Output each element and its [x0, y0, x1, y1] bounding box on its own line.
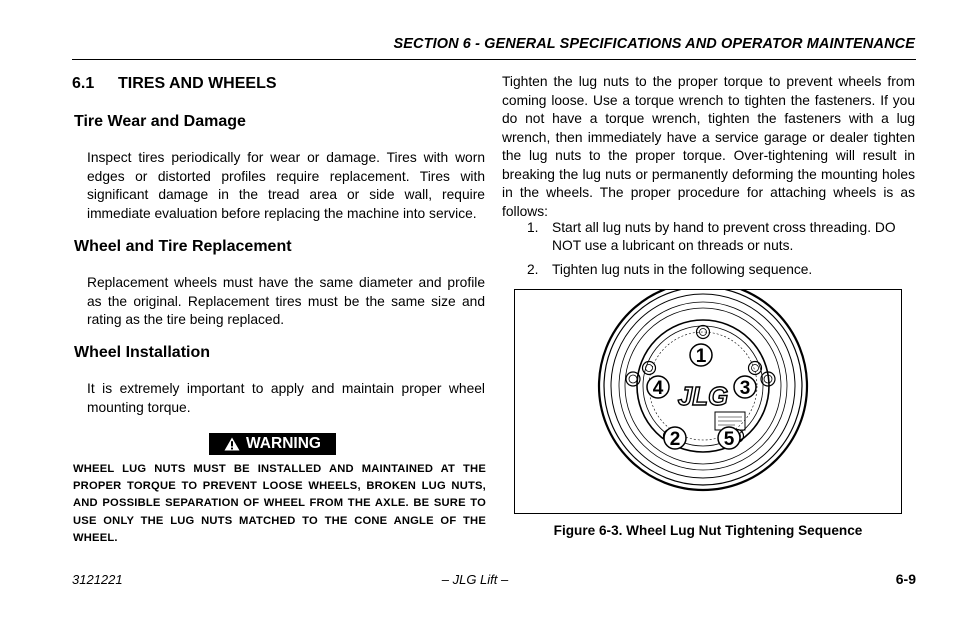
paragraph-replacement: Replacement wheels must have the same diameter and profile as the original. Replacement tires must be the same size and rating as the tire being replaced. — [87, 275, 485, 327]
section-number: 6.1 — [72, 75, 95, 92]
warning-triangle-icon — [224, 437, 240, 451]
heading-wheel-tire-replacement: Wheel and Tire Replacement — [74, 238, 292, 255]
section-title-text: TIRES AND WHEELS — [118, 75, 277, 92]
sequence-label-1: 1 — [695, 346, 707, 367]
list-item-step-1 — [527, 219, 915, 255]
step-number: 2. — [527, 262, 539, 277]
footer-center-title: – JLG Lift – — [441, 572, 509, 587]
warning-label: WARNING — [246, 435, 321, 452]
section-title — [72, 75, 277, 93]
sequence-label-3: 3 — [739, 378, 751, 399]
jlg-logo: JLG — [677, 381, 729, 411]
paragraph-tire-wear: Inspect tires periodically for wear or damage. Tires with worn edges or distorted profiles require replacement. Tires with significant damage in the tread area or side wall, require immediate evaluation before replacing the machine into service. — [87, 150, 485, 221]
sequence-label-4: 4 — [652, 378, 664, 399]
warning-text: WHEEL LUG NUTS MUST BE INSTALLED AND MAINTAINED AT THE PROPER TORQUE TO PREVENT LOOSE WHEELS, BROKEN LUG NUTS, AND POSSIBLE SEPARATION OF WHEEL FROM THE AXLE. BE SURE TO USE ONLY THE LUG NUTS MATCHED TO THE CONE ANGLE OF THE WHEEL. — [73, 463, 486, 544]
heading-tire-wear: Tire Wear and Damage — [74, 113, 246, 130]
footer-document-number: 3121221 — [72, 572, 123, 587]
section-header: SECTION 6 - GENERAL SPECIFICATIONS AND OPERATOR MAINTENANCE — [393, 36, 915, 52]
figure-caption: Figure 6-3. Wheel Lug Nut Tightening Sequence — [553, 523, 863, 538]
header-rule — [72, 59, 916, 60]
heading-wheel-installation: Wheel Installation — [74, 344, 211, 361]
step-text: Start all lug nuts by hand to prevent cross threading. DO NOT use a lubricant on threads or nuts. — [552, 220, 896, 253]
paragraph-torque-procedure: Tighten the lug nuts to the proper torque to prevent wheels from coming loose. Use a torque wrench to tighten the fasteners. If you do not have a torque wrench, tighten the fasteners with a lug wrench, then immediately have a service garage or dealer tighten the lug nuts to the proper torque. Over-tightening will result in breaking the lug nuts or permanently deforming the mounting holes in the wheels. The proper procedure for attaching wheels is as follows: — [502, 74, 915, 219]
warning-badge — [209, 433, 336, 455]
step-number: 1. — [527, 220, 539, 235]
step-text: Tighten lug nuts in the following sequence. — [552, 262, 813, 277]
figure-frame — [514, 289, 902, 514]
footer-page-number: 6-9 — [895, 571, 916, 587]
paragraph-installation: It is extremely important to apply and maintain proper wheel mounting torque. — [87, 381, 485, 415]
list-item-step-2 — [527, 261, 915, 279]
sequence-label-2: 2 — [669, 429, 681, 450]
wheel-lug-nut-diagram — [515, 290, 901, 513]
sequence-label-5: 5 — [723, 429, 735, 450]
